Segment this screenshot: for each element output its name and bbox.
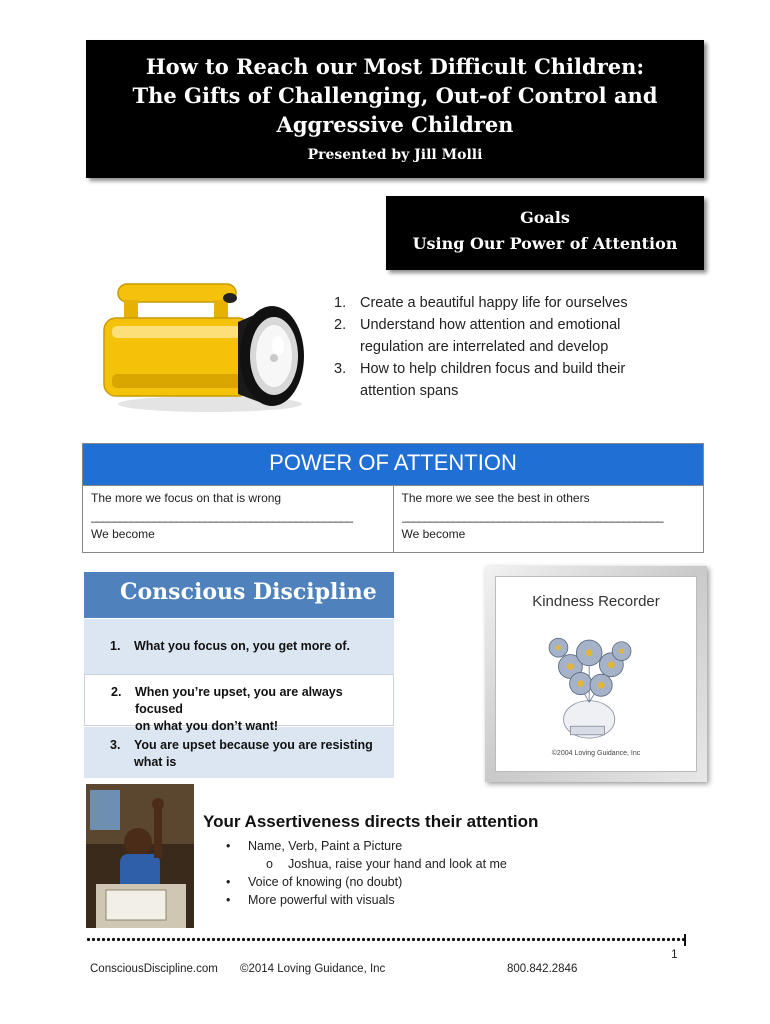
title-line-2: The Gifts of Challenging, Out-of Control and: [132, 83, 658, 108]
conscious-discipline-title: Conscious Discipline: [84, 572, 394, 618]
poa-right-result: We become: [401, 527, 466, 541]
goal-text: [360, 292, 628, 314]
cd-item-text-line: what is: [134, 755, 177, 769]
page-number: 1: [671, 947, 678, 961]
footer-website: ConsciousDiscipline.com: [90, 963, 218, 975]
poa-left-cell: [83, 486, 393, 552]
cd-item-text-line: on what you don’t want!: [135, 719, 279, 733]
footer-phone: 800.842.2846: [507, 963, 578, 975]
goals-subheading: Using Our Power of Attention: [412, 234, 678, 253]
goal-text-line: attention spans: [360, 383, 459, 399]
bullet-item: [226, 873, 507, 891]
goals-banner: [386, 196, 704, 270]
goal-text-line: regulation are interrelated and develop: [360, 339, 609, 355]
footer-copyright: ©2014 Loving Guidance, Inc: [240, 963, 386, 975]
goal-item: [334, 314, 694, 358]
goal-text-line: Understand how attention and emotional: [360, 317, 621, 333]
conscious-discipline-box: [84, 572, 394, 778]
bullet-text: Voice of knowing (no doubt): [248, 875, 403, 889]
poa-right-prompt: The more we see the best in others: [401, 491, 590, 505]
power-of-attention-table: [82, 443, 704, 553]
cd-item-number: 1.: [110, 639, 121, 653]
cd-item: [84, 618, 394, 674]
goal-text: [360, 358, 625, 402]
power-of-attention-title: POWER OF ATTENTION: [83, 444, 703, 486]
goal-number: 1.: [334, 295, 347, 311]
kindness-recorder-frame: [485, 566, 707, 782]
title-line-3: Aggressive Children: [276, 112, 514, 137]
cd-item-number: 2.: [111, 685, 122, 699]
poa-left-result: We become: [91, 527, 155, 541]
poa-right-cell: [393, 486, 704, 552]
bullet-text: Name, Verb, Paint a Picture: [248, 839, 403, 853]
poa-left-blank: ______________________________________________: [91, 509, 352, 523]
poa-right-blank: ______________________________________________: [401, 509, 663, 523]
kindness-recorder-copyright: ©2004 Loving Guidance, Inc: [551, 750, 641, 757]
cd-item-text-line: You are upset because you are resisting: [134, 738, 373, 752]
cd-item-number: 3.: [110, 738, 121, 752]
bullet-text: Joshua, raise your hand and look at me: [288, 857, 507, 871]
poa-left-prompt: The more we focus on that is wrong: [91, 491, 282, 505]
footer-divider-end: [684, 934, 686, 946]
bullet-marker: •: [226, 893, 231, 907]
goal-item: [334, 358, 694, 402]
flashlight-image: [100, 266, 308, 416]
kindness-recorder-image: [495, 576, 697, 772]
goal-item: [334, 292, 694, 314]
presenter-line: Presented by Jill Molli: [307, 147, 483, 163]
bullet-marker: •: [226, 839, 231, 853]
sub-bullet-marker: o: [266, 857, 273, 871]
child-raising-hand-photo: [86, 784, 194, 928]
bullet-item: [226, 837, 507, 855]
goal-number: 3.: [334, 361, 347, 377]
assertiveness-title: Your Assertiveness directs their attention: [203, 812, 539, 831]
bullet-text: More powerful with visuals: [248, 893, 395, 907]
kindness-recorder-title: Kindness Recorder: [532, 593, 660, 610]
goals-list: [334, 292, 694, 402]
goal-text-line: Create a beautiful happy life for ourselves: [360, 295, 628, 311]
footer-dotted-divider: [86, 937, 684, 942]
cd-item: [84, 674, 394, 733]
sub-bullet-item: [226, 855, 507, 873]
cd-item-text: What you focus on, you get more of.: [134, 639, 350, 653]
cd-item-text: [134, 737, 373, 778]
bullet-marker: •: [226, 875, 231, 889]
title-line-1: How to Reach our Most Difficult Children:: [145, 54, 645, 79]
bullet-item: [226, 891, 507, 909]
cd-item-text-line: When you’re upset, you are always focused: [135, 685, 343, 716]
title-banner: [86, 40, 704, 178]
goal-text: [360, 314, 620, 358]
goals-heading: Goals: [520, 208, 570, 227]
flower-vase-icon: [501, 617, 691, 745]
goal-number: 2.: [334, 317, 347, 333]
assertiveness-list: [226, 837, 507, 909]
goal-text-line: How to help children focus and build their: [360, 361, 626, 377]
cd-item-text: [135, 684, 383, 733]
